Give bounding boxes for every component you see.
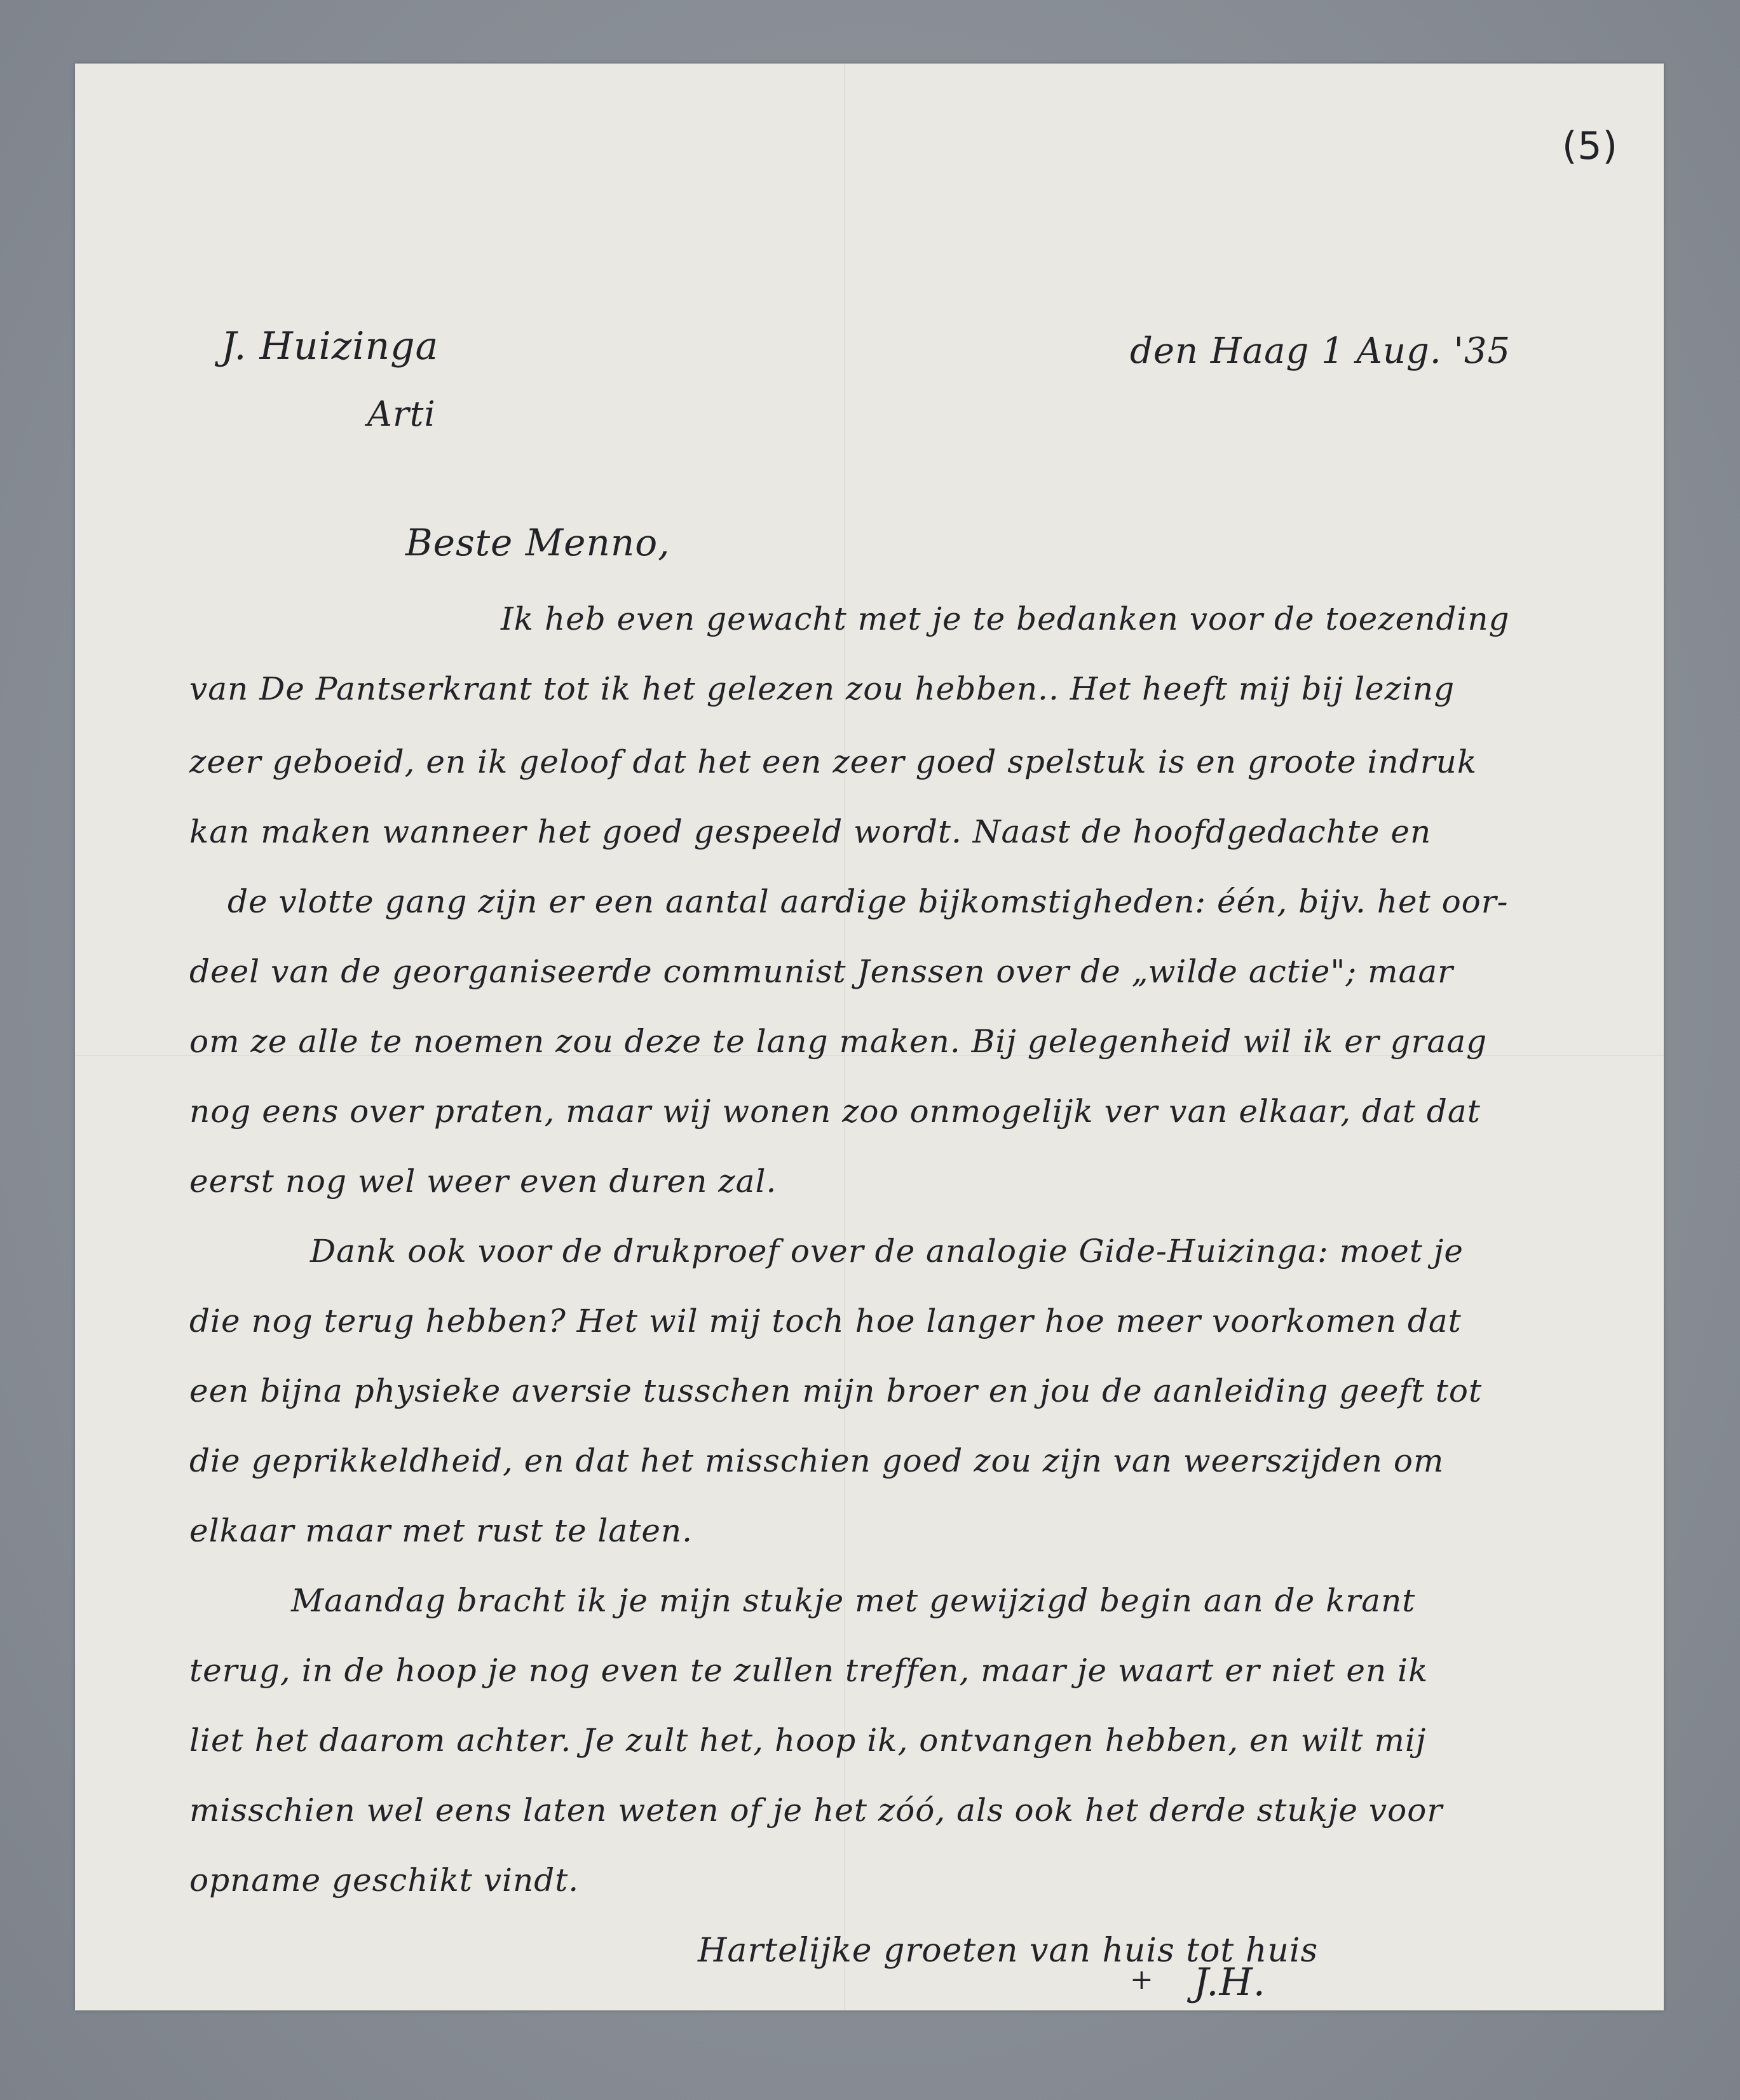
sender-name: J. Huizinga xyxy=(221,324,439,369)
body-line: terug, in de hoop je nog even te zullen treffen, maar je waart er niet en ik xyxy=(189,1652,1429,1689)
body-line: een bijna physieke aversie tusschen mijn broer en jou de aanleiding geeft tot xyxy=(189,1372,1483,1409)
body-line: nog eens over praten, maar wij wonen zoo onmogelijk ver van elkaar, dat dat xyxy=(189,1093,1481,1130)
body-line: Ik heb even gewacht met je te bedanken voor de toezending xyxy=(501,600,1510,637)
body-line: misschien wel eens laten weten of je het zóó, als ook het derde stukje voor xyxy=(189,1792,1443,1829)
body-line: om ze alle te noemen zou deze te lang maken. Bij gelegenheid wil ik er graag xyxy=(189,1023,1488,1060)
salutation: Beste Menno, xyxy=(405,521,670,564)
body-line: van De Pantserkrant tot ik het gelezen zou hebben.. Het heeft mij bij lezing xyxy=(189,670,1455,707)
letter-sheet xyxy=(75,64,1664,2010)
body-line: die nog terug hebben? Het wil mij toch hoe langer hoe meer voorkomen dat xyxy=(189,1303,1462,1339)
body-line: die geprikkeldheid, en dat het misschien goed zou zijn van weerszijden om xyxy=(189,1442,1444,1479)
body-line: elkaar maar met rust te laten. xyxy=(189,1512,693,1549)
body-line: deel van de georganiseerde communist Jenssen over de „wilde actie"; maar xyxy=(189,953,1454,990)
body-line: kan maken wanneer het goed gespeeld wordt. Naast de hoofdgedachte en xyxy=(189,813,1432,850)
closing-line: Hartelijke groeten van huis tot huis xyxy=(698,1932,1319,1970)
body-line: Maandag bracht ik je mijn stukje met gewijzigd begin aan de krant xyxy=(291,1582,1416,1619)
sender-place: Arti xyxy=(367,394,436,434)
signature-initials: J.H. xyxy=(1193,1960,1266,2005)
cross-mark: + xyxy=(1130,1963,1154,1996)
body-line: Dank ook voor de drukproef over de analogie Gide-Huizinga: moet je xyxy=(310,1233,1464,1270)
body-line: liet het daarom achter. Je zult het, hoop ik, ontvangen hebben, en wilt mij xyxy=(189,1722,1427,1759)
body-line: opname geschikt vindt. xyxy=(189,1862,580,1899)
body-line: de vlotte gang zijn er een aantal aardige bijkomstigheden: één, bijv. het oor- xyxy=(228,883,1509,920)
body-line: zeer geboeid, en ik geloof dat het een zeer goed spelstuk is en groote indruk xyxy=(189,743,1478,780)
letter-date: den Haag 1 Aug. '35 xyxy=(1130,330,1511,372)
body-line: eerst nog wel weer even duren zal. xyxy=(189,1163,777,1200)
page-number: (5) xyxy=(1562,124,1618,168)
